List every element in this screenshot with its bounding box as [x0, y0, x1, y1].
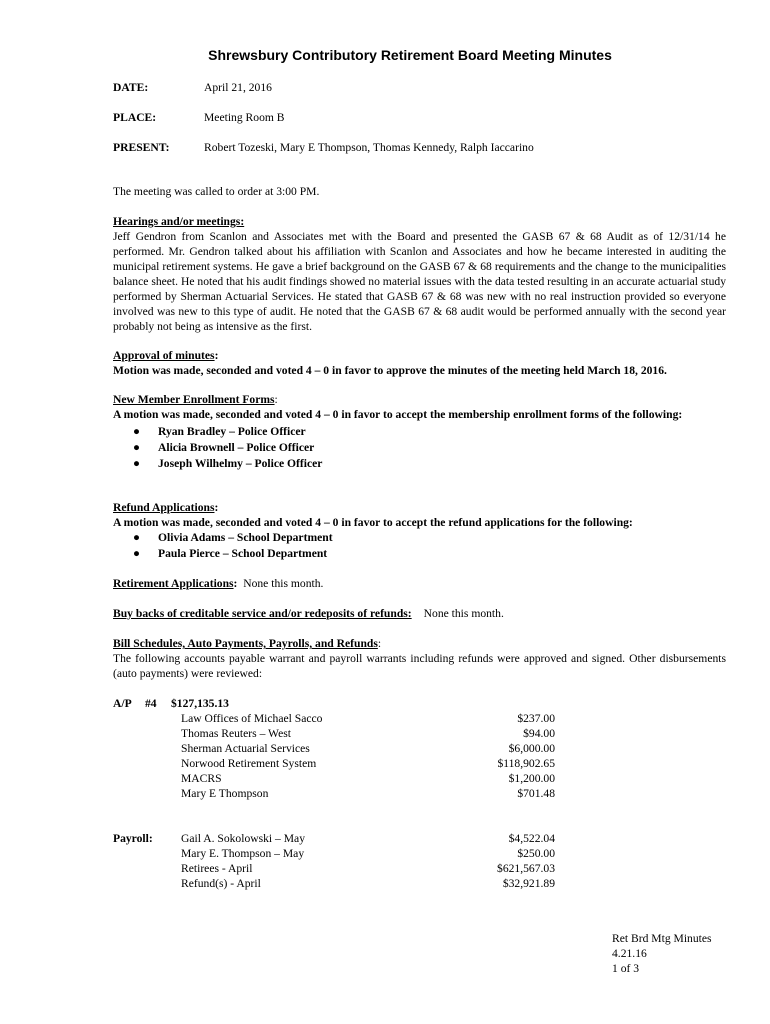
date-label: DATE:	[113, 81, 149, 94]
ap-total: $127,135.13	[171, 697, 229, 710]
approval-body: Motion was made, seconded and voted 4 – 0 in favor to approve the minutes of the meeting held March 18, 2016.	[113, 364, 667, 377]
bills-section	[113, 636, 726, 681]
list-item	[113, 546, 726, 562]
list-item-label: Alicia Brownell – Police Officer	[158, 441, 315, 454]
enrollment-colon: :	[274, 393, 278, 406]
payee-name: Norwood Retirement System	[181, 757, 317, 770]
refund-section	[113, 500, 726, 562]
bullet-icon: ●	[133, 531, 141, 544]
table-row	[0, 726, 770, 741]
list-item-label: Joseph Wilhelmy – Police Officer	[158, 457, 323, 470]
approval-section	[113, 348, 726, 378]
present-value: Robert Tozeski, Mary E Thompson, Thomas Kennedy, Ralph Iaccarino	[204, 141, 534, 154]
table-row	[0, 876, 770, 891]
buybacks-section	[113, 606, 726, 621]
list-item-label: Ryan Bradley – Police Officer	[158, 425, 306, 438]
bills-colon: :	[377, 637, 382, 650]
place-label: PLACE:	[113, 111, 157, 124]
payee-name: Law Offices of Michael Sacco	[181, 712, 323, 725]
payee-amount: $6,000.00	[508, 742, 555, 755]
date-value: April 21, 2016	[204, 81, 272, 94]
payee-amount: $250.00	[517, 847, 555, 860]
refund-heading: Refund Applications	[113, 501, 215, 514]
bullet-icon: ●	[133, 547, 141, 560]
payee-amount: $32,921.89	[502, 877, 555, 890]
payee-amount: $621,567.03	[497, 862, 555, 875]
refund-list	[113, 530, 726, 562]
table-row	[0, 756, 770, 771]
hearings-body: Jeff Gendron from Scanlon and Associates met with the Board and presented the GASB 67 & 68 Audit as of 12/31/14 he performed. Mr. Gendron talked about his affiliation with Scanlon and Associates and how he became interested in auditing the municipal retirement systems. He gave a brief background on the GASB 67 & 68 requirements and the change to the municipalities balance sheet. He noted that his audit findings showed no material issues with the data tested resulting in an accurate actuarial study performed by Sherman Actuarial Services. He stated that GASB 67 & 68 was new with no real instruction provided so everyone involved was new to this type of audit. He noted that the GASB 67 & 68 audit would be performed annually with the second year probably not being as intensive as the first.	[113, 230, 726, 333]
payee-amount: $4,522.04	[508, 832, 555, 845]
buybacks-text: None this month.	[423, 607, 504, 620]
refund-colon: :	[214, 501, 219, 514]
bills-heading: Bill Schedules, Auto Payments, Payrolls, and Refunds	[113, 637, 378, 650]
list-item-label: Paula Pierce – School Department	[158, 547, 328, 560]
payee-amount: $118,902.65	[497, 757, 555, 770]
footer-page-number: 1 of 3	[612, 962, 640, 975]
enrollment-section	[113, 392, 726, 472]
bullet-icon: ●	[133, 441, 141, 454]
place-value: Meeting Room B	[204, 111, 285, 124]
payee-name: Gail A. Sokolowski – May	[181, 832, 305, 845]
list-item	[113, 456, 726, 472]
table-row	[0, 711, 770, 726]
call-to-order: The meeting was called to order at 3:00 PM.	[113, 185, 320, 198]
bills-body: The following accounts payable warrant and payroll warrants including refunds were approved and signed. Other disbursements (auto payments) were reviewed:	[113, 652, 726, 680]
retirement-text: None this month.	[243, 577, 324, 590]
payee-name: Sherman Actuarial Services	[181, 742, 310, 755]
payee-name: Thomas Reuters – West	[181, 727, 291, 740]
list-item	[113, 424, 726, 440]
approval-colon: :	[214, 349, 219, 362]
list-item-label: Olivia Adams – School Department	[158, 531, 333, 544]
bullet-icon: ●	[133, 457, 141, 470]
footer-title: Ret Brd Mtg Minutes	[612, 932, 712, 945]
payroll-label: Payroll:	[113, 832, 153, 845]
retirement-heading: Retirement Applications	[113, 577, 234, 590]
table-row	[0, 786, 770, 801]
retirement-colon: :	[233, 577, 238, 590]
table-row	[0, 741, 770, 756]
table-row	[0, 831, 770, 846]
approval-heading: Approval of minutes	[113, 349, 215, 362]
payee-name: MACRS	[181, 772, 222, 785]
bullet-icon: ●	[133, 425, 141, 438]
ap-header-row	[0, 696, 770, 711]
payee-name: Refund(s) - April	[181, 877, 261, 890]
hearings-heading: Hearings and/or meetings:	[113, 215, 245, 228]
list-item	[113, 530, 726, 546]
payee-amount: $237.00	[517, 712, 555, 725]
footer-date: 4.21.16	[612, 947, 647, 960]
retirement-section	[113, 576, 726, 591]
payee-amount: $94.00	[523, 727, 555, 740]
enrollment-list	[113, 424, 726, 472]
enrollment-heading: New Member Enrollment Forms	[113, 393, 275, 406]
buybacks-heading: Buy backs of creditable service and/or redeposits of refunds:	[113, 607, 412, 620]
list-item	[113, 440, 726, 456]
page-footer	[612, 931, 712, 976]
payee-name: Mary E. Thompson – May	[181, 847, 305, 860]
document-title: Shrewsbury Contributory Retirement Board Meeting Minutes	[208, 47, 612, 63]
refund-body: A motion was made, seconded and voted 4 – 0 in favor to accept the refund applications for the following:	[113, 516, 633, 529]
payee-amount: $1,200.00	[508, 772, 555, 785]
table-row	[0, 861, 770, 876]
hearings-section	[113, 214, 726, 334]
table-row	[0, 771, 770, 786]
ap-label: A/P	[113, 697, 132, 710]
enrollment-body: A motion was made, seconded and voted 4 – 0 in favor to accept the membership enrollment forms of the following:	[113, 408, 683, 421]
present-label: PRESENT:	[113, 141, 170, 154]
payee-amount: $701.48	[517, 787, 555, 800]
payee-name: Retirees - April	[181, 862, 253, 875]
ap-number: #4	[145, 697, 157, 710]
payee-name: Mary E Thompson	[181, 787, 269, 800]
table-row	[0, 846, 770, 861]
